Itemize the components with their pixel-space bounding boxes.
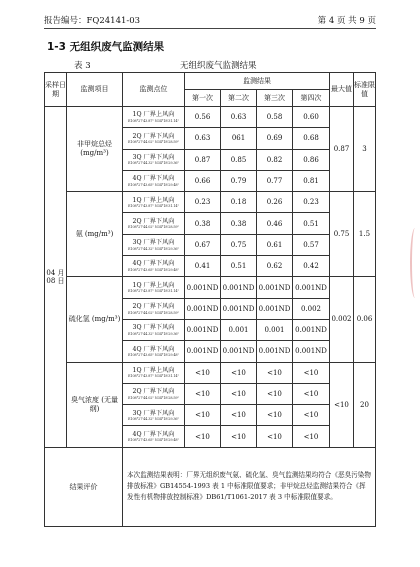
point-coordinates: E108°27'43.87" N34°18'31.14" <box>128 204 179 209</box>
report-number: 报告编号：FQ24141-03 <box>44 16 141 26</box>
evaluation-label: 结果评价 <box>45 447 123 526</box>
result-cell: 0.68 <box>293 128 330 149</box>
result-cell: 0.001ND <box>293 341 330 362</box>
result-cell: 0.38 <box>221 213 257 234</box>
point-name: 2Q 厂界下风向 <box>132 303 175 311</box>
result-cell: 0.77 <box>257 170 293 191</box>
sample-date: 04 月 08 日 <box>45 107 67 448</box>
result-cell: <10 <box>185 426 221 447</box>
result-cell: <10 <box>221 362 257 383</box>
result-cell: 0.38 <box>185 213 221 234</box>
result-cell: 0.002 <box>293 298 330 319</box>
result-cell: 0.58 <box>257 107 293 128</box>
monitoring-point <box>123 277 185 298</box>
col-item: 监测项目 <box>67 73 123 107</box>
result-cell: 0.001ND <box>221 298 257 319</box>
point-name: 3Q 厂界下风向 <box>132 324 175 332</box>
table-row <box>45 277 376 298</box>
max-value: 0.002 <box>330 277 354 362</box>
monitoring-item: 硫化氢 (mg/m³) <box>67 277 123 362</box>
result-cell: <10 <box>221 383 257 404</box>
result-cell: <10 <box>257 362 293 383</box>
page-header <box>44 14 376 28</box>
result-cell: <10 <box>185 362 221 383</box>
result-cell: 0.001ND <box>293 277 330 298</box>
result-cell: 0.82 <box>257 149 293 170</box>
result-cell: 0.85 <box>221 149 257 170</box>
result-cell: 0.001ND <box>185 319 221 340</box>
point-coordinates: E108°27'43.87" N34°18'31.14" <box>128 374 179 379</box>
result-cell: 0.001ND <box>221 277 257 298</box>
result-cell: 0.79 <box>221 170 257 191</box>
table-row <box>45 107 376 128</box>
point-name: 3Q 厂界下风向 <box>132 239 175 247</box>
result-cell: <10 <box>293 405 330 426</box>
result-cell: 0.61 <box>257 234 293 255</box>
results-table <box>44 72 376 527</box>
monitoring-point <box>123 213 185 234</box>
result-cell: 0.26 <box>257 192 293 213</box>
result-cell: 0.001ND <box>257 341 293 362</box>
point-coordinates: E108°27'43.65" N34°18'29.48" <box>128 438 179 443</box>
result-cell: 0.23 <box>185 192 221 213</box>
point-name: 2Q 厂界下风向 <box>132 217 175 225</box>
point-coordinates: E108°27'43.65" N34°18'29.48" <box>128 182 179 187</box>
result-cell: 0.51 <box>221 256 257 277</box>
result-cell: <10 <box>257 426 293 447</box>
monitoring-point <box>123 256 185 277</box>
result-cell: 0.001ND <box>257 298 293 319</box>
result-cell: 0.001ND <box>185 277 221 298</box>
monitoring-point <box>123 170 185 191</box>
monitoring-point <box>123 426 185 447</box>
monitoring-point <box>123 107 185 128</box>
result-cell: <10 <box>257 383 293 404</box>
result-cell: 0.56 <box>185 107 221 128</box>
monitoring-point <box>123 128 185 149</box>
result-cell: 0.18 <box>221 192 257 213</box>
point-name: 1Q 厂界上风向 <box>132 196 175 204</box>
col-third: 第三次 <box>257 90 293 107</box>
result-cell: 0.57 <box>293 234 330 255</box>
result-cell: <10 <box>221 405 257 426</box>
page-number: 第 4 页 共 9 页 <box>317 16 376 26</box>
result-cell: 0.66 <box>185 170 221 191</box>
header-rule <box>44 28 376 29</box>
standard-limit: 3 <box>354 107 376 192</box>
monitoring-point <box>123 192 185 213</box>
max-value: 0.75 <box>330 192 354 277</box>
section-title: 1-3 无组织废气监测结果 <box>47 41 165 53</box>
monitoring-point <box>123 298 185 319</box>
col-point: 监测点位 <box>123 73 185 107</box>
point-coordinates: E108°27'43.65" N34°18'29.48" <box>128 353 179 358</box>
result-cell: 0.63 <box>221 107 257 128</box>
monitoring-item: 氨 (mg/m³) <box>67 192 123 277</box>
monitoring-point <box>123 149 185 170</box>
point-coordinates: E108°27'44.32" N34°18'29.36" <box>128 246 179 251</box>
col-fourth: 第四次 <box>293 90 330 107</box>
result-cell: 0.41 <box>185 256 221 277</box>
col-first: 第一次 <box>185 90 221 107</box>
monitoring-point <box>123 341 185 362</box>
result-cell: 0.87 <box>185 149 221 170</box>
col-max: 最大值 <box>330 73 354 107</box>
point-coordinates: E108°27'44.32" N34°18'29.36" <box>128 331 179 336</box>
result-cell: <10 <box>221 426 257 447</box>
standard-limit: 20 <box>354 362 376 447</box>
monitoring-point <box>123 234 185 255</box>
point-name: 2Q 厂界下风向 <box>132 388 175 396</box>
result-cell: <10 <box>185 383 221 404</box>
point-coordinates: E108°27'44.32" N34°18'29.36" <box>128 416 179 421</box>
point-name: 2Q 厂界下风向 <box>132 132 175 140</box>
point-coordinates: E108°27'43.87" N34°18'31.14" <box>128 289 179 294</box>
point-name: 1Q 厂界上风向 <box>132 111 175 119</box>
result-cell: 0.001ND <box>185 341 221 362</box>
table-caption: 无组织废气监测结果 <box>180 61 257 71</box>
result-cell: 0.001ND <box>221 341 257 362</box>
result-cell: <10 <box>293 426 330 447</box>
point-name: 4Q 厂界下风向 <box>132 175 175 183</box>
point-name: 4Q 厂界下风向 <box>132 260 175 268</box>
table-body <box>45 107 376 448</box>
col-limit: 标准限值 <box>354 73 376 107</box>
max-value: <10 <box>330 362 354 447</box>
point-name: 1Q 厂界上风向 <box>132 281 175 289</box>
table-number: 表 3 <box>74 61 91 71</box>
monitoring-item: 非甲烷总烃 (mg/m³) <box>67 107 123 192</box>
standard-limit: 0.06 <box>354 277 376 362</box>
result-cell: <10 <box>293 383 330 404</box>
table-row <box>45 192 376 213</box>
col-date: 采样日期 <box>45 73 67 107</box>
result-cell: 0.81 <box>293 170 330 191</box>
point-name: 4Q 厂界下风向 <box>132 345 175 353</box>
result-cell: 0.001 <box>257 319 293 340</box>
result-cell: 0.51 <box>293 213 330 234</box>
point-coordinates: E108°27'43.65" N34°18'29.48" <box>128 267 179 272</box>
result-cell: 0.001ND <box>293 319 330 340</box>
monitoring-point <box>123 362 185 383</box>
monitoring-point <box>123 319 185 340</box>
result-cell: 0.69 <box>257 128 293 149</box>
result-cell: 0.86 <box>293 149 330 170</box>
max-value: 0.87 <box>330 107 354 192</box>
monitoring-point <box>123 405 185 426</box>
seal-stamp-edge <box>410 228 420 298</box>
result-cell: 0.67 <box>185 234 221 255</box>
point-name: 3Q 厂界下风向 <box>132 409 175 417</box>
result-cell: 0.001 <box>221 319 257 340</box>
point-name: 4Q 厂界下风向 <box>132 430 175 438</box>
result-cell: 0.001ND <box>185 298 221 319</box>
result-cell: <10 <box>185 405 221 426</box>
point-coordinates: E108°27'44.02" N34°18'28.59" <box>128 395 179 400</box>
point-coordinates: E108°27'43.87" N34°18'31.14" <box>128 118 179 123</box>
result-cell: 0.46 <box>257 213 293 234</box>
result-cell: 0.62 <box>257 256 293 277</box>
result-cell: 0.75 <box>221 234 257 255</box>
result-cell: <10 <box>293 362 330 383</box>
point-coordinates: E108°27'44.02" N34°18'28.59" <box>128 225 179 230</box>
result-cell: <10 <box>257 405 293 426</box>
table-row <box>45 362 376 383</box>
point-name: 3Q 厂界下风向 <box>132 153 175 161</box>
result-cell: 0.42 <box>293 256 330 277</box>
point-name: 1Q 厂界上风向 <box>132 366 175 374</box>
result-cell: 0.60 <box>293 107 330 128</box>
monitoring-item: 臭气浓度 (无量纲) <box>67 362 123 447</box>
col-result: 监测结果 <box>185 73 330 90</box>
col-second: 第二次 <box>221 90 257 107</box>
standard-limit: 1.5 <box>354 192 376 277</box>
evaluation-text: 本次监测结果表明：厂界无组织废气氨、硫化氢、臭气监测结果均符合《恶臭污染物排放标准》GB14554-1993 表 1 中标准限值要求；非甲烷总烃监测结果符合《挥发性有机物排放控制标准》DB61/T1061-2017 表 3 中标准限值要求。 <box>123 447 376 526</box>
result-cell: 0.001ND <box>257 277 293 298</box>
point-coordinates: E108°27'44.02" N34°18'28.59" <box>128 310 179 315</box>
result-cell: 0.63 <box>185 128 221 149</box>
monitoring-point <box>123 383 185 404</box>
point-coordinates: E108°27'44.32" N34°18'29.36" <box>128 161 179 166</box>
result-cell: 061 <box>221 128 257 149</box>
result-cell: 0.23 <box>293 192 330 213</box>
point-coordinates: E108°27'44.02" N34°18'28.59" <box>128 140 179 145</box>
